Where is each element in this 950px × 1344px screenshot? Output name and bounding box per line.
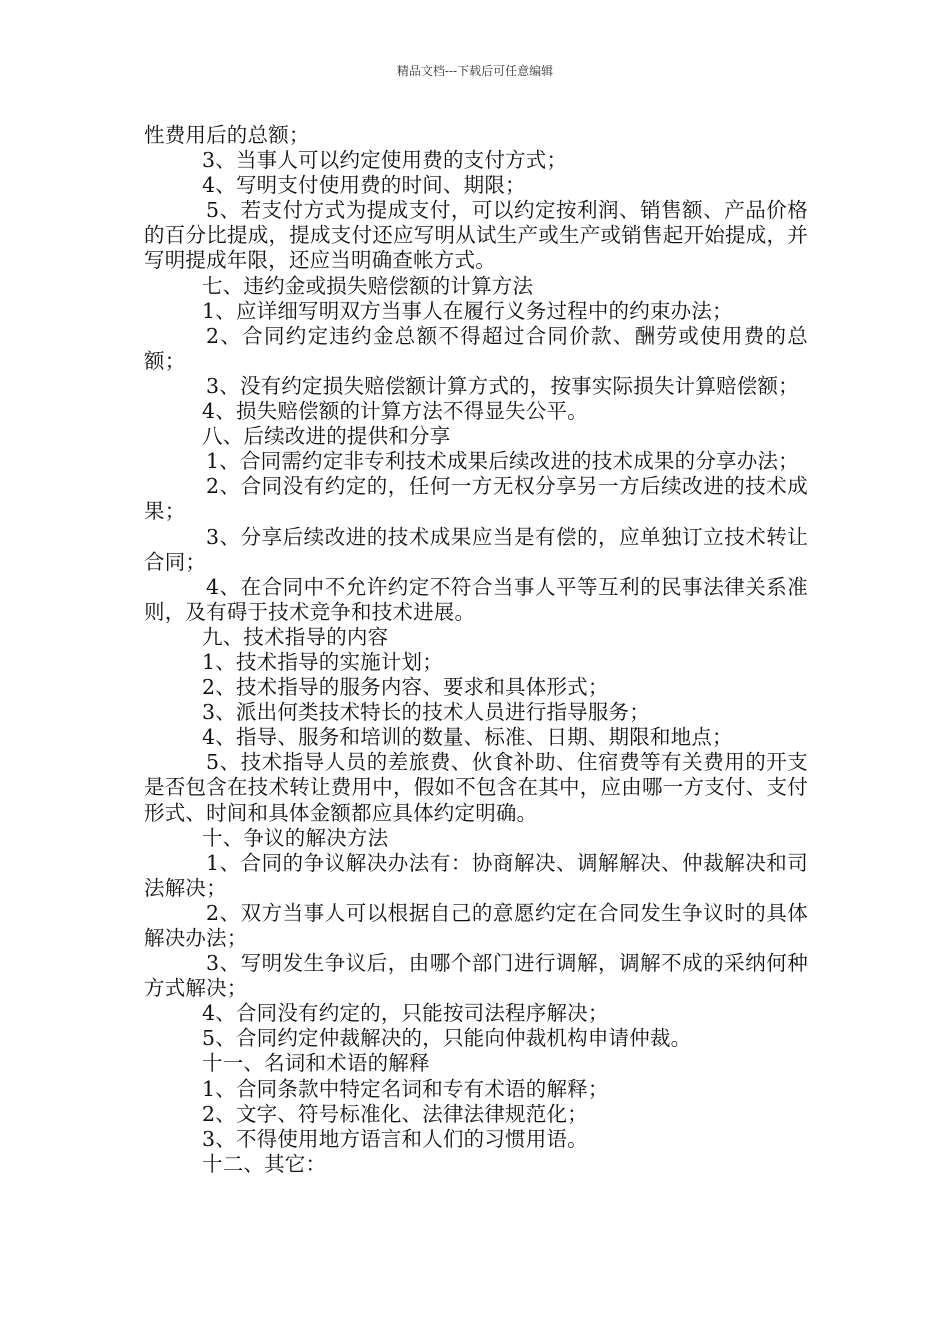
paragraph: 5、技术指导人员的差旅费、伙食补助、住宿费等有关费用的开支是否包含在技术转让费用中，假如不包含在其中，应由哪一方支付、支付形式、时间和具体金额都应具体约定明确。 bbox=[144, 750, 808, 825]
paragraph: 4、损失赔偿额的计算方法不得显失公平。 bbox=[202, 399, 588, 424]
paragraph: 1、技术指导的实施计划； bbox=[202, 649, 443, 674]
section-heading: 九、技术指导的内容 bbox=[202, 624, 389, 649]
section-heading: 八、后续改进的提供和分享 bbox=[202, 424, 451, 449]
paragraph: 3、写明发生争议后，由哪个部门进行调解，调解不成的采纳何种方式解决； bbox=[144, 951, 808, 1001]
page-header: 精品文档---下载后可任意编辑 bbox=[396, 64, 554, 78]
paragraph: 2、合同没有约定的，任何一方无权分享另一方后续改进的技术成果； bbox=[144, 474, 808, 524]
paragraph: 3、派出何类技术特长的技术人员进行指导服务； bbox=[202, 700, 650, 725]
paragraph: 3、当事人可以约定使用费的支付方式； bbox=[202, 148, 568, 173]
paragraph: 3、分享后续改进的技术成果应当是有偿的，应单独订立技术转让合同； bbox=[144, 524, 808, 574]
section-heading: 七、违约金或损失赔偿额的计算方法 bbox=[202, 273, 534, 298]
paragraph: 5、若支付方式为提成支付，可以约定按利润、销售额、产品价格的百分比提成，提成支付还应写明从试生产或生产或销售起开始提成，并写明提成年限，还应当明确查帐方式。 bbox=[144, 198, 808, 273]
section-heading: 十一、名词和术语的解释 bbox=[202, 1051, 430, 1076]
paragraph: 2、双方当事人可以根据自己的意愿约定在合同发生争议时的具体解决办法； bbox=[144, 900, 808, 950]
paragraph: 4、合同没有约定的，只能按司法程序解决； bbox=[202, 1001, 609, 1026]
paragraph: 4、写明支付使用费的时间、期限； bbox=[202, 173, 526, 198]
paragraph: 3、不得使用地方语言和人们的习惯用语。 bbox=[202, 1126, 588, 1151]
section-heading: 十二、其它： bbox=[202, 1151, 327, 1176]
paragraph: 4、在合同中不允许约定不符合当事人平等互利的民事法律关系准则，及有碍于技术竞争和技术进展。 bbox=[144, 574, 808, 624]
paragraph: 4、指导、服务和培训的数量、标准、日期、期限和地点； bbox=[202, 725, 733, 750]
section-heading: 十、争议的解决方法 bbox=[202, 825, 389, 850]
paragraph: 3、没有约定损失赔偿额计算方式的，按事实际损失计算赔偿额； bbox=[206, 373, 799, 398]
paragraph: 1、合同的争议解决办法有：协商解决、调解解决、仲裁解决和司法解决； bbox=[144, 850, 808, 900]
paragraph: 1、合同条款中特定名词和专有术语的解释； bbox=[202, 1076, 609, 1101]
paragraph: 1、应详细写明双方当事人在履行义务过程中的约束办法； bbox=[202, 298, 733, 323]
paragraph: 1、合同需约定非专利技术成果后续改进的技术成果的分享办法； bbox=[206, 449, 799, 474]
document-body bbox=[144, 123, 808, 1177]
paragraph: 2、合同约定违约金总额不得超过合同价款、酬劳或使用费的总额； bbox=[144, 323, 808, 373]
paragraph: 5、合同约定仲裁解决的，只能向仲裁机构申请仲裁。 bbox=[202, 1026, 692, 1051]
paragraph: 2、技术指导的服务内容、要求和具体形式； bbox=[202, 675, 609, 700]
paragraph: 性费用后的总额； bbox=[144, 123, 310, 147]
paragraph: 2、文字、符号标准化、法律法律规范化； bbox=[202, 1101, 588, 1126]
